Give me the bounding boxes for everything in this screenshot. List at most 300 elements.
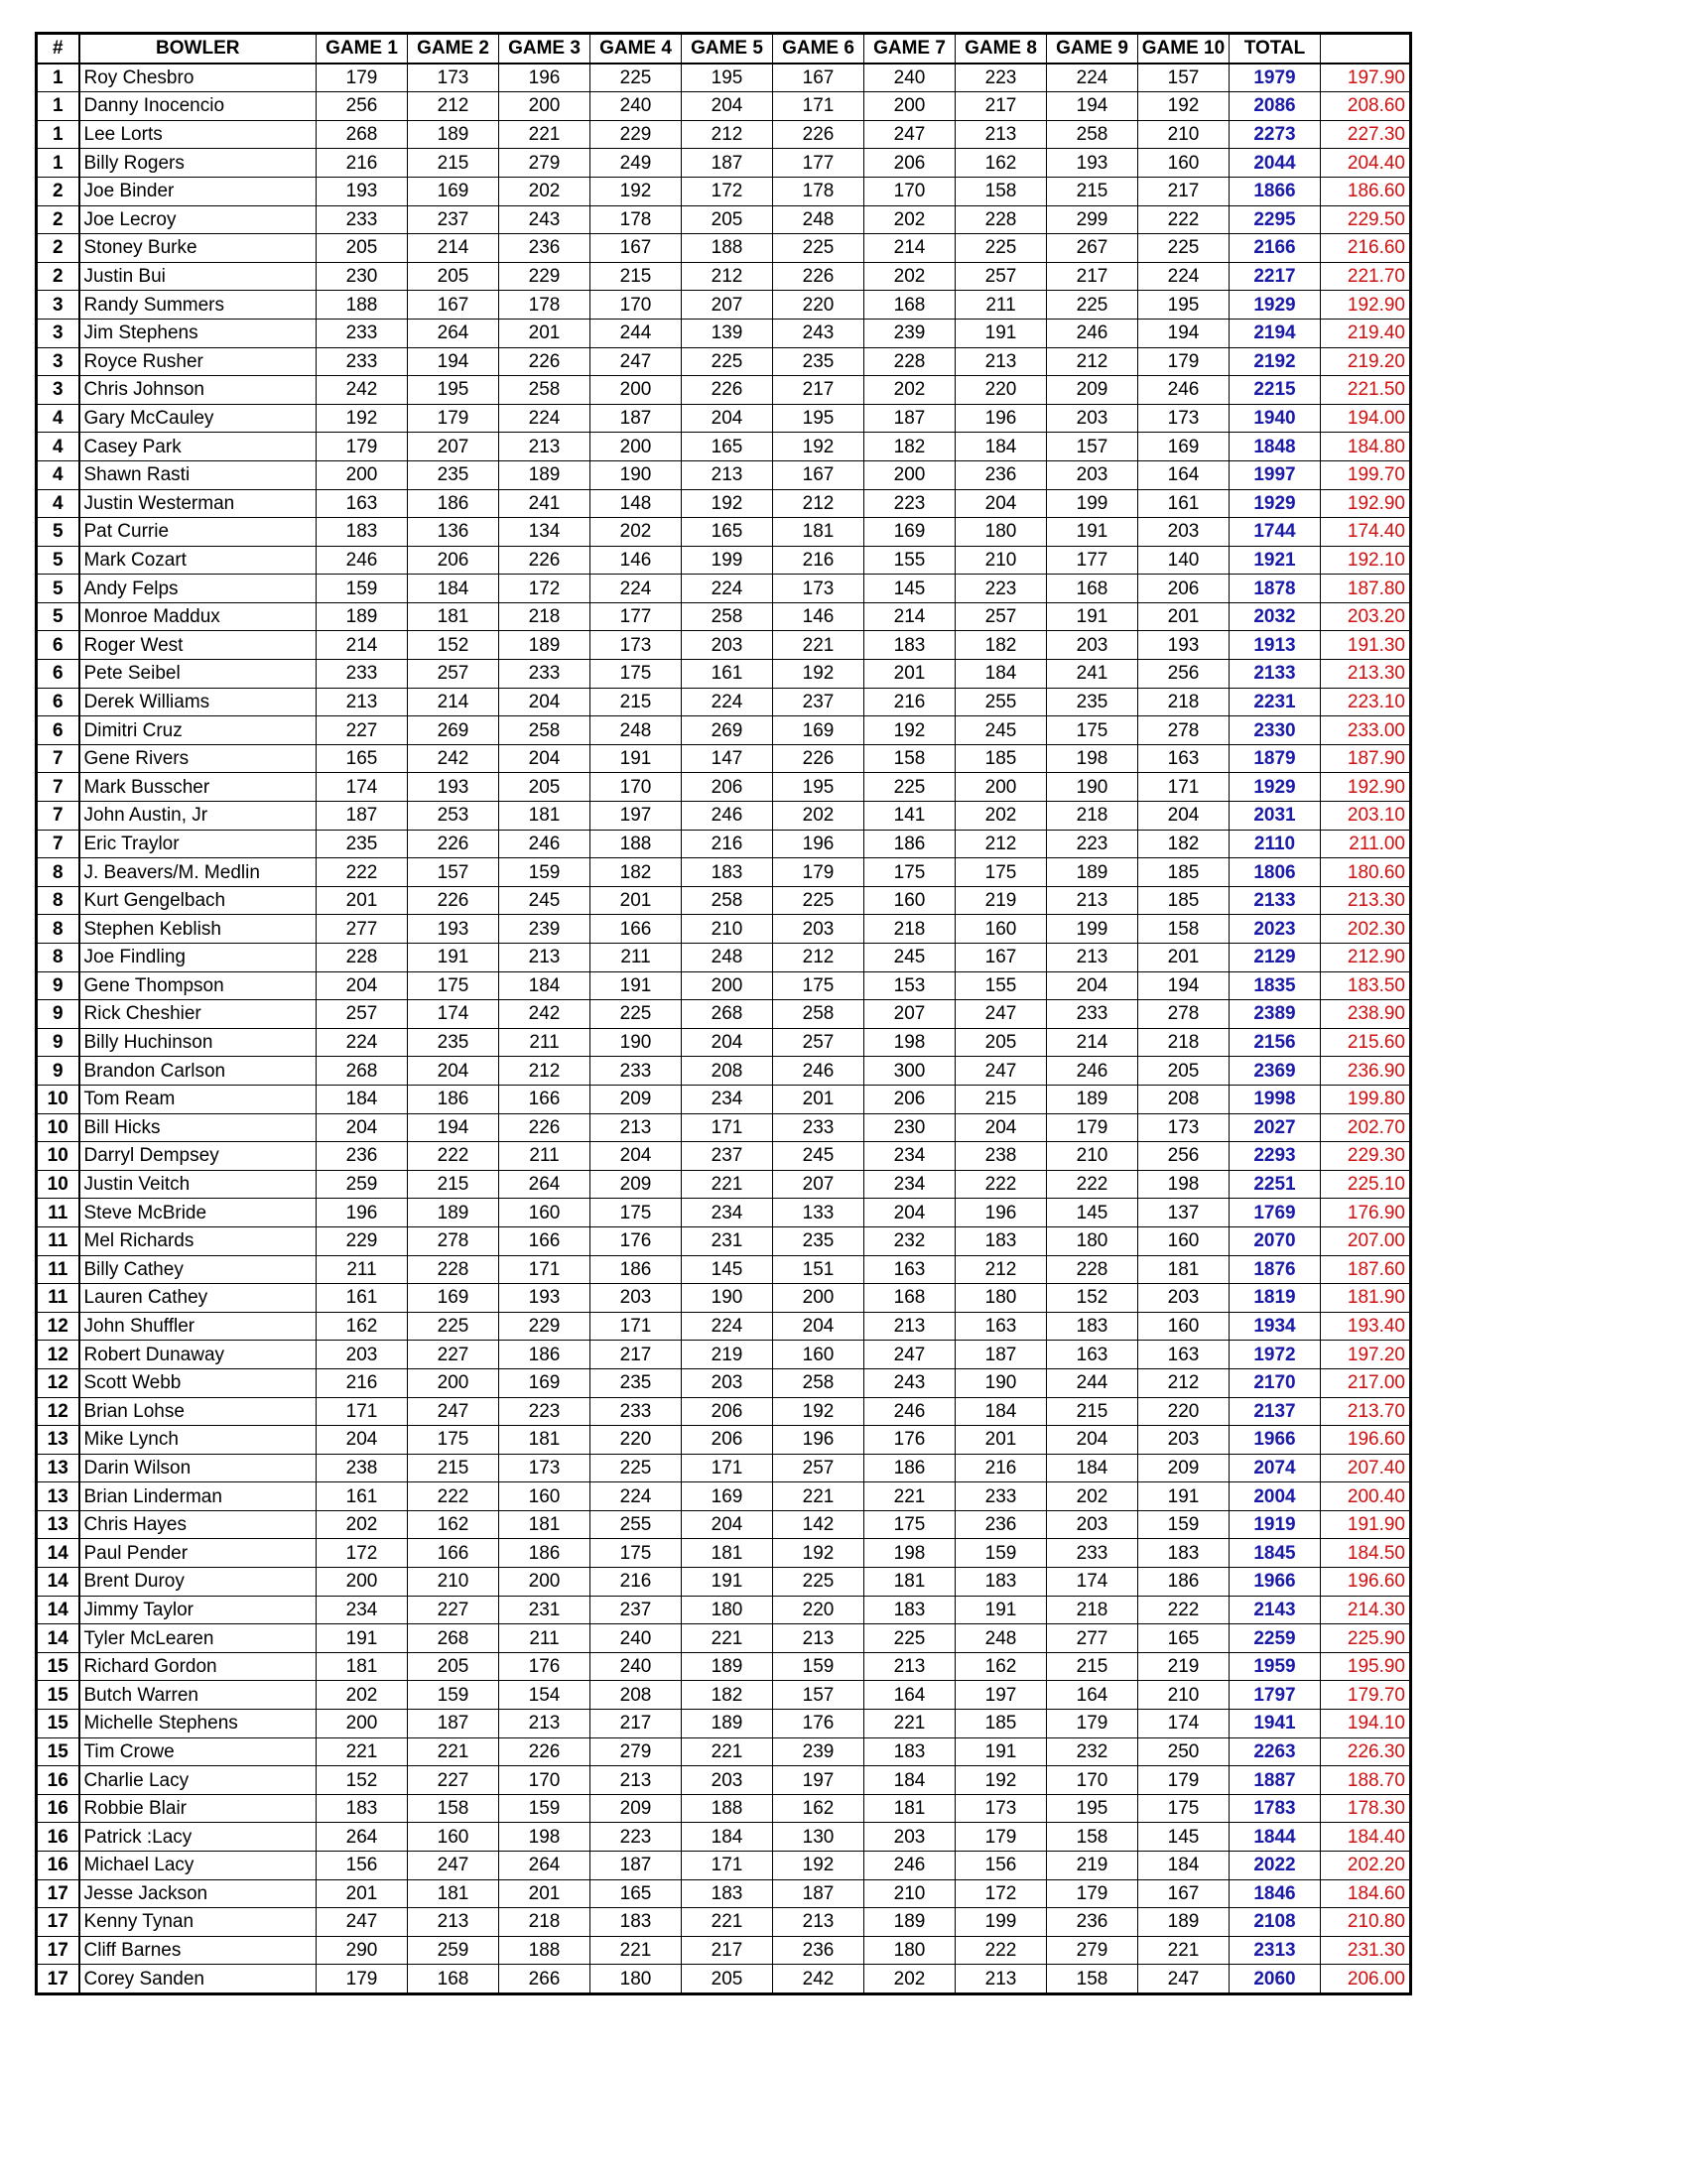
game-score-cell: 191 [408,944,499,972]
game-score-cell: 237 [408,205,499,234]
total-cell: 1959 [1230,1652,1321,1681]
rank-cell: 8 [37,915,79,944]
game-score-cell: 181 [499,802,590,831]
game-score-cell: 300 [864,1057,956,1086]
game-score-cell: 237 [773,688,864,716]
total-cell: 1913 [1230,631,1321,660]
game-score-cell: 146 [590,546,682,575]
game-score-cell: 183 [682,858,773,887]
game-score-cell: 166 [408,1539,499,1568]
bowler-name-cell: Lauren Cathey [79,1284,317,1313]
game-score-cell: 239 [864,319,956,347]
game-score-cell: 191 [590,744,682,773]
game-score-cell: 269 [408,716,499,745]
game-score-cell: 194 [408,1113,499,1142]
average-cell: 192.90 [1321,773,1411,802]
total-cell: 1879 [1230,744,1321,773]
game-score-cell: 226 [499,546,590,575]
table-row [37,1397,1411,1426]
bowler-name-cell: Corey Sanden [79,1965,317,1994]
game-score-cell: 247 [408,1852,499,1880]
game-score-cell: 202 [773,802,864,831]
table-row [37,120,1411,149]
game-score-cell: 183 [317,518,408,547]
rank-cell: 13 [37,1510,79,1539]
table-row [37,660,1411,689]
game-score-cell: 200 [317,1710,408,1738]
game-score-cell: 166 [499,1085,590,1113]
game-score-cell: 220 [1138,1397,1230,1426]
game-score-cell: 221 [408,1737,499,1766]
bowler-name-cell: Eric Traylor [79,830,317,858]
table-row [37,1312,1411,1341]
rank-cell: 11 [37,1226,79,1255]
bowler-name-cell: Stoney Burke [79,234,317,263]
rank-cell: 1 [37,92,79,121]
game-score-cell: 229 [590,120,682,149]
game-score-cell: 224 [590,1482,682,1511]
game-score-cell: 181 [408,602,499,631]
game-score-cell: 183 [956,1568,1047,1597]
game-score-cell: 256 [317,92,408,121]
average-cell: 183.50 [1321,971,1411,1000]
game-score-cell: 227 [408,1766,499,1795]
bowler-name-cell: Billy Rogers [79,149,317,178]
game-score-cell: 159 [499,858,590,887]
rank-cell: 9 [37,1057,79,1086]
game-score-cell: 179 [1047,1710,1138,1738]
game-score-cell: 204 [317,1113,408,1142]
game-score-cell: 213 [956,120,1047,149]
table-row [37,1568,1411,1597]
rank-cell: 17 [37,1879,79,1908]
game-score-cell: 222 [408,1482,499,1511]
game-score-cell: 279 [499,149,590,178]
rank-cell: 15 [37,1737,79,1766]
game-score-cell: 176 [864,1426,956,1455]
game-score-cell: 145 [682,1255,773,1284]
game-score-cell: 247 [590,347,682,376]
game-score-cell: 209 [1047,376,1138,405]
game-score-cell: 187 [590,1852,682,1880]
table-row [37,234,1411,263]
game-score-cell: 181 [864,1568,956,1597]
average-cell: 197.20 [1321,1341,1411,1369]
game-score-cell: 187 [773,1879,864,1908]
bowler-name-cell: Richard Gordon [79,1652,317,1681]
header-bowler: BOWLER [79,34,317,64]
game-score-cell: 180 [956,1284,1047,1313]
game-score-cell: 235 [590,1368,682,1397]
game-score-cell: 226 [773,120,864,149]
game-score-cell: 202 [956,802,1047,831]
average-cell: 184.40 [1321,1823,1411,1852]
game-score-cell: 213 [956,1965,1047,1994]
bowler-name-cell: Brent Duroy [79,1568,317,1597]
game-score-cell: 167 [408,291,499,320]
game-score-cell: 183 [317,1794,408,1823]
rank-cell: 5 [37,518,79,547]
game-score-cell: 139 [682,319,773,347]
total-cell: 2369 [1230,1057,1321,1086]
game-score-cell: 154 [499,1681,590,1710]
total-cell: 2110 [1230,830,1321,858]
total-cell: 1887 [1230,1766,1321,1795]
rank-cell: 17 [37,1908,79,1937]
game-score-cell: 181 [773,518,864,547]
game-score-cell: 227 [408,1596,499,1624]
game-score-cell: 184 [1138,1852,1230,1880]
game-score-cell: 235 [317,830,408,858]
game-score-cell: 211 [499,1028,590,1057]
game-score-cell: 200 [864,460,956,489]
table-row [37,830,1411,858]
table-row [37,1085,1411,1113]
game-score-cell: 256 [1138,660,1230,689]
rank-cell: 2 [37,234,79,263]
game-score-cell: 204 [317,1426,408,1455]
game-score-cell: 159 [499,1794,590,1823]
game-score-cell: 155 [864,546,956,575]
rank-cell: 9 [37,1028,79,1057]
game-score-cell: 193 [408,773,499,802]
total-cell: 2023 [1230,915,1321,944]
game-score-cell: 225 [773,1568,864,1597]
game-score-cell: 183 [1047,1312,1138,1341]
average-cell: 191.90 [1321,1510,1411,1539]
average-cell: 179.70 [1321,1681,1411,1710]
game-score-cell: 163 [317,489,408,518]
game-score-cell: 223 [956,64,1047,92]
game-score-cell: 225 [682,347,773,376]
rank-cell: 6 [37,631,79,660]
game-score-cell: 223 [590,1823,682,1852]
game-score-cell: 203 [1047,631,1138,660]
game-score-cell: 209 [1138,1454,1230,1482]
game-score-cell: 202 [499,177,590,205]
game-score-cell: 204 [773,1312,864,1341]
game-score-cell: 210 [1138,120,1230,149]
header-total: TOTAL [1230,34,1321,64]
table-row [37,773,1411,802]
game-score-cell: 255 [956,688,1047,716]
game-score-cell: 199 [1047,489,1138,518]
table-row [37,716,1411,745]
game-score-cell: 173 [956,1794,1047,1823]
game-score-cell: 212 [408,92,499,121]
game-score-cell: 246 [864,1397,956,1426]
game-score-cell: 170 [590,773,682,802]
game-score-cell: 191 [1047,602,1138,631]
game-score-cell: 225 [1047,291,1138,320]
table-row [37,971,1411,1000]
rank-cell: 4 [37,460,79,489]
game-score-cell: 215 [590,688,682,716]
game-score-cell: 233 [1047,1000,1138,1029]
average-cell: 181.90 [1321,1284,1411,1313]
game-score-cell: 236 [1047,1908,1138,1937]
average-cell: 187.90 [1321,744,1411,773]
table-row [37,1454,1411,1482]
table-row [37,1113,1411,1142]
table-row [37,149,1411,178]
game-score-cell: 183 [682,1879,773,1908]
average-cell: 193.40 [1321,1312,1411,1341]
average-cell: 195.90 [1321,1652,1411,1681]
average-cell: 211.00 [1321,830,1411,858]
table-row [37,1823,1411,1852]
bowler-name-cell: Paul Pender [79,1539,317,1568]
average-cell: 184.80 [1321,433,1411,461]
game-score-cell: 172 [317,1539,408,1568]
game-score-cell: 193 [1138,631,1230,660]
game-score-cell: 159 [317,575,408,603]
game-score-cell: 210 [682,915,773,944]
game-score-cell: 225 [1138,234,1230,263]
table-row [37,1681,1411,1710]
game-score-cell: 192 [682,489,773,518]
rank-cell: 7 [37,802,79,831]
game-score-cell: 195 [1138,291,1230,320]
game-score-cell: 218 [499,602,590,631]
game-score-cell: 242 [408,744,499,773]
total-cell: 2004 [1230,1482,1321,1511]
rank-cell: 14 [37,1596,79,1624]
game-score-cell: 250 [1138,1737,1230,1766]
rank-cell: 17 [37,1965,79,1994]
game-score-cell: 228 [1047,1255,1138,1284]
game-score-cell: 166 [499,1226,590,1255]
game-score-cell: 209 [590,1085,682,1113]
bowler-name-cell: Scott Webb [79,1368,317,1397]
game-score-cell: 158 [956,177,1047,205]
game-score-cell: 186 [864,1454,956,1482]
game-score-cell: 165 [1138,1624,1230,1653]
average-cell: 200.40 [1321,1482,1411,1511]
game-score-cell: 179 [408,404,499,433]
game-score-cell: 204 [682,1028,773,1057]
game-score-cell: 200 [682,971,773,1000]
game-score-cell: 184 [1047,1454,1138,1482]
game-score-cell: 178 [499,291,590,320]
rank-cell: 12 [37,1341,79,1369]
game-score-cell: 215 [590,262,682,291]
average-cell: 223.10 [1321,688,1411,716]
rank-cell: 10 [37,1170,79,1199]
game-score-cell: 151 [773,1255,864,1284]
rank-cell: 4 [37,404,79,433]
game-score-cell: 213 [864,1312,956,1341]
game-score-cell: 215 [956,1085,1047,1113]
game-score-cell: 206 [682,773,773,802]
rank-cell: 9 [37,971,79,1000]
game-score-cell: 162 [773,1794,864,1823]
rank-cell: 13 [37,1426,79,1455]
game-score-cell: 236 [956,460,1047,489]
game-score-cell: 173 [408,64,499,92]
game-score-cell: 181 [864,1794,956,1823]
game-score-cell: 234 [682,1085,773,1113]
game-score-cell: 216 [956,1454,1047,1482]
game-score-cell: 192 [773,433,864,461]
game-score-cell: 223 [864,489,956,518]
bowler-name-cell: Butch Warren [79,1681,317,1710]
game-score-cell: 195 [773,404,864,433]
game-score-cell: 196 [956,1199,1047,1227]
game-score-cell: 178 [773,177,864,205]
bowler-name-cell: Kurt Gengelbach [79,886,317,915]
total-cell: 1848 [1230,433,1321,461]
header-game-10: GAME 10 [1138,34,1230,64]
game-score-cell: 191 [317,1624,408,1653]
game-score-cell: 189 [408,120,499,149]
game-score-cell: 202 [317,1510,408,1539]
game-score-cell: 248 [682,944,773,972]
game-score-cell: 171 [317,1397,408,1426]
game-score-cell: 228 [864,347,956,376]
rank-cell: 1 [37,64,79,92]
game-score-cell: 268 [317,1057,408,1086]
game-score-cell: 161 [1138,489,1230,518]
game-score-cell: 196 [317,1199,408,1227]
game-score-cell: 192 [773,1852,864,1880]
bowler-name-cell: Roy Chesbro [79,64,317,92]
game-score-cell: 147 [682,744,773,773]
rank-cell: 4 [37,489,79,518]
bowler-name-cell: Robert Dunaway [79,1341,317,1369]
bowler-name-cell: Mark Cozart [79,546,317,575]
game-score-cell: 195 [408,376,499,405]
game-score-cell: 244 [1047,1368,1138,1397]
total-cell: 2032 [1230,602,1321,631]
bowler-name-cell: Gary McCauley [79,404,317,433]
bowler-name-cell: Justin Bui [79,262,317,291]
game-score-cell: 159 [408,1681,499,1710]
rank-cell: 8 [37,858,79,887]
total-cell: 1866 [1230,177,1321,205]
game-score-cell: 195 [682,64,773,92]
game-score-cell: 177 [773,149,864,178]
game-score-cell: 206 [864,1085,956,1113]
table-row [37,1142,1411,1171]
game-score-cell: 249 [590,149,682,178]
average-cell: 178.30 [1321,1794,1411,1823]
game-score-cell: 177 [1047,546,1138,575]
game-score-cell: 167 [590,234,682,263]
game-score-cell: 200 [499,1568,590,1597]
game-score-cell: 227 [317,716,408,745]
average-cell: 202.70 [1321,1113,1411,1142]
game-score-cell: 171 [682,1852,773,1880]
game-score-cell: 196 [956,404,1047,433]
average-cell: 214.30 [1321,1596,1411,1624]
game-score-cell: 201 [1138,944,1230,972]
game-score-cell: 225 [590,1000,682,1029]
game-score-cell: 244 [590,319,682,347]
game-score-cell: 164 [1047,1681,1138,1710]
game-score-cell: 257 [773,1454,864,1482]
rank-cell: 12 [37,1312,79,1341]
rank-cell: 14 [37,1539,79,1568]
bowler-name-cell: Roger West [79,631,317,660]
bowler-name-cell: Monroe Maddux [79,602,317,631]
rank-cell: 1 [37,149,79,178]
game-score-cell: 204 [682,92,773,121]
game-score-cell: 173 [590,631,682,660]
game-score-cell: 214 [864,234,956,263]
game-score-cell: 171 [682,1454,773,1482]
game-score-cell: 157 [773,1681,864,1710]
game-score-cell: 235 [408,460,499,489]
game-score-cell: 224 [682,1312,773,1341]
game-score-cell: 201 [773,1085,864,1113]
game-score-cell: 188 [499,1936,590,1965]
game-score-cell: 209 [590,1170,682,1199]
total-cell: 1878 [1230,575,1321,603]
game-score-cell: 222 [317,858,408,887]
game-score-cell: 221 [773,631,864,660]
total-cell: 2137 [1230,1397,1321,1426]
table-row [37,460,1411,489]
game-score-cell: 167 [773,64,864,92]
game-score-cell: 192 [317,404,408,433]
game-score-cell: 134 [499,518,590,547]
game-score-cell: 188 [682,1794,773,1823]
game-score-cell: 222 [956,1170,1047,1199]
average-cell: 227.30 [1321,120,1411,149]
game-score-cell: 246 [773,1057,864,1086]
game-score-cell: 202 [590,518,682,547]
game-score-cell: 190 [590,1028,682,1057]
game-score-cell: 225 [956,234,1047,263]
bowler-name-cell: Mark Busscher [79,773,317,802]
game-score-cell: 189 [864,1908,956,1937]
game-score-cell: 152 [408,631,499,660]
game-score-cell: 167 [956,944,1047,972]
average-cell: 192.90 [1321,489,1411,518]
rank-cell: 6 [37,660,79,689]
game-score-cell: 185 [1138,886,1230,915]
game-score-cell: 239 [773,1737,864,1766]
header-game-4: GAME 4 [590,34,682,64]
game-score-cell: 204 [408,1057,499,1086]
game-score-cell: 198 [864,1539,956,1568]
game-score-cell: 152 [1047,1284,1138,1313]
game-score-cell: 264 [408,319,499,347]
average-cell: 192.10 [1321,546,1411,575]
game-score-cell: 171 [590,1312,682,1341]
average-cell: 229.50 [1321,205,1411,234]
average-cell: 197.90 [1321,64,1411,92]
game-score-cell: 242 [773,1965,864,1994]
game-score-cell: 226 [499,347,590,376]
game-score-cell: 215 [408,1170,499,1199]
total-cell: 2074 [1230,1454,1321,1482]
game-score-cell: 234 [682,1199,773,1227]
average-cell: 194.00 [1321,404,1411,433]
game-score-cell: 184 [956,1397,1047,1426]
game-score-cell: 210 [864,1879,956,1908]
average-cell: 221.50 [1321,376,1411,405]
game-score-cell: 247 [956,1000,1047,1029]
game-score-cell: 165 [682,518,773,547]
game-score-cell: 175 [956,858,1047,887]
game-score-cell: 145 [1138,1823,1230,1852]
rank-cell: 16 [37,1766,79,1795]
game-score-cell: 210 [956,546,1047,575]
game-score-cell: 212 [1047,347,1138,376]
game-score-cell: 211 [499,1624,590,1653]
